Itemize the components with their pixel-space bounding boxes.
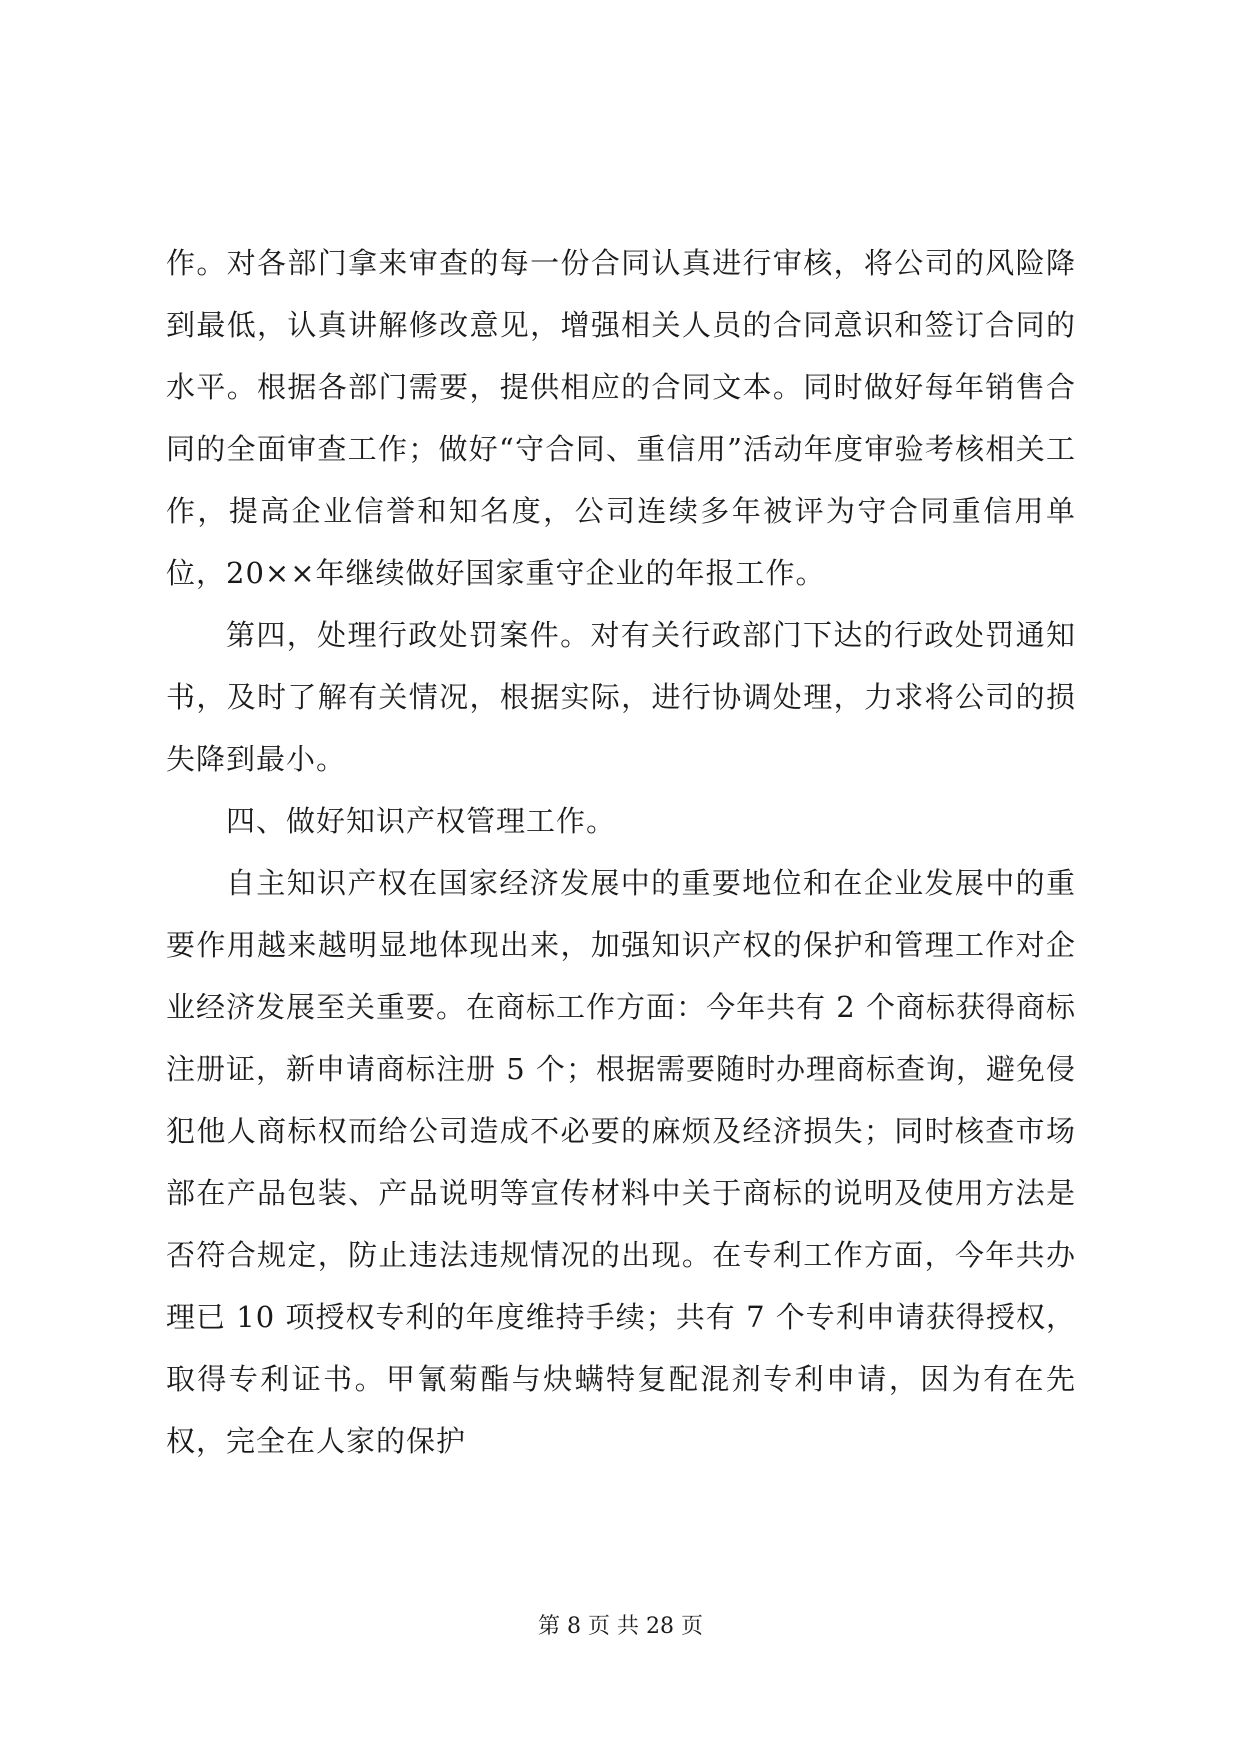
paragraph-continuation: 作。对各部门拿来审查的每一份合同认真进行审核，将公司的风险降到最低，认真讲解修改意见，增强相关人员的合同意识和签订合同的水平。根据各部门需要，提供相应的合同文本。同时做好每年销售合同的全面审查工作；做好“守合同、重信用”活动年度审验考核相关工作，提高企业信誉和知名度，公司连续多年被评为守合同重信用单位，20××年继续做好国家重守企业的年报工作。	[166, 246, 1076, 590]
document-body	[166, 232, 1076, 1472]
section-heading-ip-management: 四、做好知识产权管理工作。	[226, 804, 617, 838]
paragraph-administrative-penalty: 第四，处理行政处罚案件。对有关行政部门下达的行政处罚通知书，及时了解有关情况，根据实际，进行协调处理，力求将公司的损失降到最小。	[166, 618, 1076, 776]
paragraph-ip-details: 自主知识产权在国家经济发展中的重要地位和在企业发展中的重要作用越来越明显地体现出来，加强知识产权的保护和管理工作对企业经济发展至关重要。在商标工作方面：今年共有 2 个商标获得商标注册证，新申请商标注册 5 个；根据需要随时办理商标查询，避免侵犯他人商标权而给公司造成不必要的麻烦及经济损失；同时核查市场部在产品包装、产品说明等宣传材料中关于商标的说明及使用方法是否符合规定，防止违法违规情况的出现。在专利工作方面，今年共办理已 10 项授权专利的年度维持手续；共有 7 个专利申请获得授权，取得专利证书。甲氰菊酯与炔螨特复配混剂专利申请，因为有在先权，完全在人家的保护	[166, 866, 1076, 1458]
page-footer: 第 8 页 共 28 页	[538, 1614, 703, 1639]
